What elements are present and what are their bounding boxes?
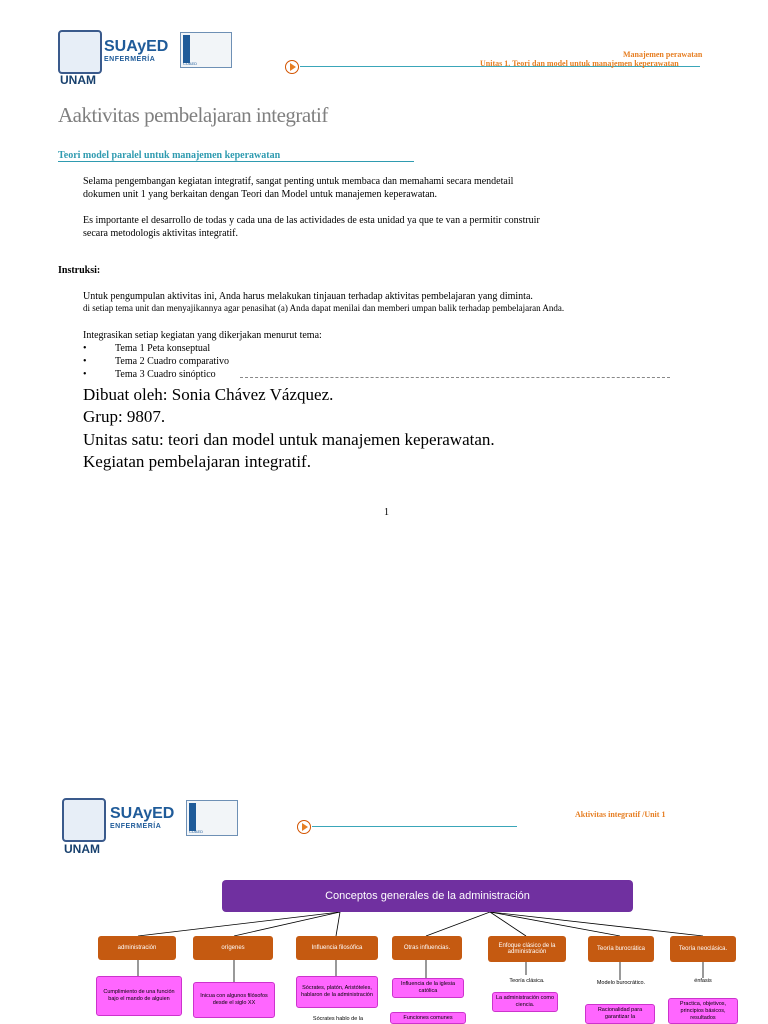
unit-header-2: Aktivitas integratif /Unit 1 <box>575 810 666 819</box>
suayed-label-2: SUAyED <box>110 805 175 822</box>
bullet-3: • Tema 3 Cuadro sinóptico <box>83 369 216 380</box>
page-number: 1 <box>384 507 389 518</box>
para2-line1: Es importante el desarrollo de todas y cada una de las actividades de esta unidad ya que te van a permitir construir <box>83 215 540 226</box>
child-origenes: Inicua con algunos filósofos desde el siglo XX <box>193 982 275 1018</box>
child-funciones-comunes: Funciones comunes <box>390 1012 466 1024</box>
author-line: Dibuat oleh: Sonia Chávez Vázquez. <box>83 385 334 404</box>
label-enfasis: énfasis <box>694 978 712 984</box>
category-teoria-neoclasica: Teoría neoclásica. <box>670 936 736 962</box>
child-teoria-burocratica: Racionalidad para garantizar la <box>585 1004 655 1024</box>
label-modelo-burocratico: Modelo burocrático. <box>596 980 646 986</box>
instr2: Integrasikan setiap kegiatan yang dikerjakan menurut tema: <box>83 330 322 341</box>
suayed-label: SUAyED <box>104 38 169 55</box>
enfermeria-label-2: ENFERMERÍA <box>110 823 162 830</box>
map-title: Conceptos generales de la administración <box>222 880 633 912</box>
unit-header: Unitas 1. Teori dan model untuk manajemen keperawatan <box>480 59 679 68</box>
unam-label-2: UNAM <box>64 842 100 856</box>
category-teoria-burocratica: Teoría burocrática <box>588 936 654 962</box>
course-header: Manajemen perawatan <box>623 50 703 59</box>
instr1-line1: Untuk pengumpulan aktivitas ini, Anda harus melakukan tinjauan terhadap aktivitas pembelajaran yang diminta. <box>83 291 533 302</box>
bullet-1-text: Tema 1 Peta konseptual <box>115 343 211 354</box>
child-socrates-hablo: Sócrates hablo de la <box>312 1016 364 1022</box>
category-influencia-filosofica: Influencia filosófica <box>296 936 378 960</box>
instruksi-label: Instruksi: <box>58 265 101 276</box>
child-administracion: Cumplimiento de una función bajo el mando de alguien <box>96 976 182 1016</box>
para1-line1: Selama pengembangan kegiatan integratif, sangat penting untuk membaca dan memahami secara mendetail <box>83 176 514 187</box>
cuaed-label: CUAED <box>183 61 198 66</box>
child-otras-influencias: Influencia de la iglesia católica <box>392 978 464 998</box>
bullet-3-text: Tema 3 Cuadro sinóptico <box>115 369 216 380</box>
activity-line: Kegiatan pembelajaran integratif. <box>83 452 311 471</box>
label-teoria-clasica: Teoría clásica. <box>509 978 545 984</box>
subtitle: Teori model paralel untuk manajemen keperawatan <box>58 150 281 161</box>
child-influencia-filosofica: Sócrates, platón, Aristóteles, hablaron de la administración <box>296 976 378 1008</box>
category-otras-influencias: Otras influencias. <box>392 936 462 960</box>
bullet-1: • Tema 1 Peta konseptual <box>83 343 211 354</box>
category-administracion: administración <box>98 936 176 960</box>
child-teoria-neoclasica: Practica, objetivos, principios básicos, resultados <box>668 998 738 1024</box>
cuaed-label-2: CUAED <box>189 829 204 834</box>
group-line: Grup: 9807. <box>83 407 166 426</box>
child-enfoque-clasico: La administración como ciencia. <box>492 992 558 1012</box>
para2-line2: secara metodologis aktivitas integratif. <box>83 228 238 239</box>
page-title: Aaktivitas pembelajaran integratif <box>58 103 328 127</box>
unam-label: UNAM <box>60 73 96 87</box>
unit-line: Unitas satu: teori dan model untuk manajemen keperawatan. <box>83 430 495 449</box>
bullet-2-text: Tema 2 Cuadro comparativo <box>115 356 229 367</box>
enfermeria-label: ENFERMERÍA <box>104 56 156 63</box>
category-origenes: orígenes <box>193 936 273 960</box>
instr1-line2: di setiap tema unit dan menyajikannya agar penasihat (a) Anda dapat menilai dan memberi umpan balik terhadap pembelajaran Anda. <box>83 303 565 313</box>
bullet-2: • Tema 2 Cuadro comparativo <box>83 356 229 367</box>
category-enfoque-clasico: Enfoque clásico de la administración <box>488 936 566 962</box>
para1-line2: dokumen unit 1 yang berkaitan dengan Teori dan Model untuk manajemen keperawatan. <box>83 189 438 200</box>
